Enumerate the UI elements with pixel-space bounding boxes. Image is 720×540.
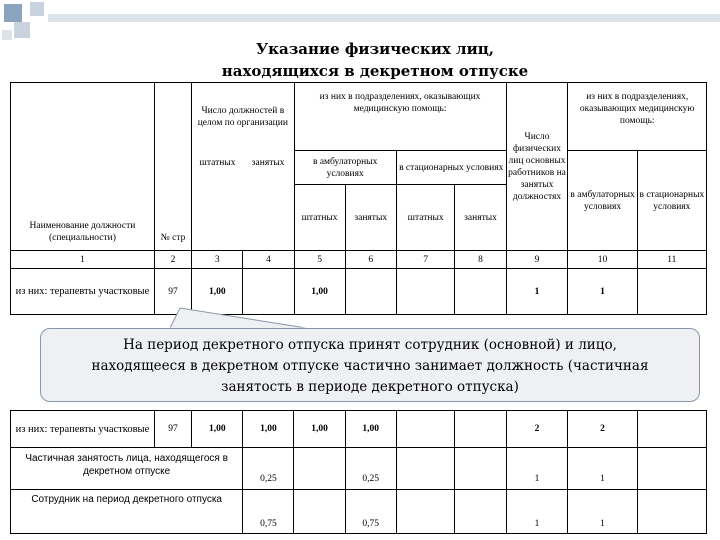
- cell: 0,25: [243, 448, 294, 490]
- table-row: [11, 269, 707, 315]
- header-total-text: Число должностей в целом по организации: [197, 105, 288, 128]
- header-stat-occupied-text: занятых: [464, 212, 497, 223]
- cell: 1: [568, 490, 637, 534]
- header-name-text: Наименование должности (специальности): [29, 221, 136, 243]
- row-num: 97: [154, 269, 191, 315]
- row-name: Сотрудник на период декретного отпуска: [11, 490, 243, 534]
- cell: [345, 269, 396, 315]
- header-num-col: [154, 83, 191, 251]
- col-number: 2: [154, 251, 191, 269]
- cell: 1,00: [294, 269, 345, 315]
- table-row: [11, 411, 707, 448]
- header-total-staff-text: штатных: [199, 157, 236, 168]
- cell: 1,00: [243, 411, 294, 448]
- row-name: Частичная занятость лица, находящегося в декретном отпуске: [11, 448, 243, 490]
- header-total-split: [192, 157, 293, 169]
- row-name: из них: терапевты участковые: [11, 411, 155, 448]
- cell: [455, 448, 506, 490]
- cell: 2: [568, 411, 637, 448]
- table-row: [11, 448, 707, 490]
- header-stationary-text: в стационарных условиях: [399, 162, 504, 173]
- header-persons-sub: [568, 83, 707, 151]
- row-num: 97: [154, 411, 191, 448]
- cell: [294, 448, 345, 490]
- cell: [396, 448, 455, 490]
- header-persons-stat-text: в стационарных условиях: [639, 189, 705, 212]
- header-stat-staff-text: штатных: [407, 212, 444, 223]
- cell: 1: [568, 269, 637, 315]
- cell: [396, 411, 455, 448]
- header-total-group: [192, 83, 294, 151]
- row-name: из них: терапевты участковые: [11, 269, 155, 315]
- cell: 0,25: [345, 448, 396, 490]
- title-line-1: Указание физических лиц,: [255, 40, 495, 58]
- cell: 1,00: [192, 411, 243, 448]
- cell: [637, 269, 706, 315]
- header-name-col: [11, 83, 155, 251]
- cell: 1: [506, 490, 568, 534]
- header-total-occupied: [243, 157, 294, 169]
- cell: 1: [506, 269, 568, 315]
- header-persons-group: [506, 83, 568, 251]
- header-total-occupied-text: занятых: [251, 157, 285, 168]
- callout-box: [40, 328, 700, 402]
- col-number: 10: [568, 251, 637, 269]
- header-persons-amb-text: в амбулаторных условиях: [570, 189, 635, 212]
- cell: [396, 490, 455, 534]
- header-sub-group: [294, 83, 506, 151]
- col-number: 9: [506, 251, 568, 269]
- decor-square-2: [30, 2, 44, 16]
- table-row: [11, 490, 707, 534]
- col-number: 5: [294, 251, 345, 269]
- header-sub-text: из них в подразделениях, оказывающих медицинскую помощь:: [319, 92, 481, 114]
- callout-line-1: На период декретного отпуска принят сотрудник (основной) и лицо,: [123, 337, 617, 353]
- cell: [455, 411, 506, 448]
- cell: 1,00: [294, 411, 345, 448]
- header-ambulatory: [294, 151, 396, 185]
- cell: [455, 490, 506, 534]
- col-number: 8: [455, 251, 506, 269]
- header-persons-text: Число физических лиц основных работников на занятых должностях: [508, 131, 566, 202]
- cell: 1: [568, 448, 637, 490]
- col-number: 1: [11, 251, 155, 269]
- bottom-table: [10, 410, 707, 534]
- cell: [396, 269, 455, 315]
- cell: 0,75: [243, 490, 294, 534]
- cell: [294, 490, 345, 534]
- header-stationary: [396, 151, 506, 185]
- col-number: 7: [396, 251, 455, 269]
- column-numbers-row: [11, 251, 707, 269]
- header-stat-staff: [396, 185, 455, 251]
- header-ambulatory-text: в амбулаторных условиях: [312, 156, 378, 179]
- title-line-2: находящихся в декретном отпуске: [221, 62, 529, 80]
- cell: 2: [506, 411, 568, 448]
- cell: 1: [506, 448, 568, 490]
- callout-line-3: занятость в периоде декретного отпуска): [221, 379, 519, 395]
- cell: [637, 411, 706, 448]
- header-num-text: № стр: [160, 233, 186, 243]
- header-stat-occupied: [455, 185, 506, 251]
- header-persons-stat: [637, 151, 706, 251]
- col-number: 6: [345, 251, 396, 269]
- page-title: [150, 38, 600, 82]
- header-persons-amb: [568, 151, 637, 251]
- top-table: [10, 82, 707, 315]
- decor-bar: [48, 14, 720, 22]
- header-amb-staff: [294, 185, 345, 251]
- decor-square-3: [14, 22, 30, 38]
- decor-square-4: [2, 30, 12, 40]
- decor-square-1: [4, 4, 22, 22]
- header-amb-occupied-text: занятых: [354, 212, 388, 223]
- cell: [637, 448, 706, 490]
- header-persons-sub-text: из них в подразделениях, оказывающих медицинскую помощь:: [579, 92, 695, 126]
- header-total-staff: [192, 157, 243, 169]
- col-number: 4: [243, 251, 294, 269]
- header-amb-occupied: [345, 185, 396, 251]
- cell: 1,00: [192, 269, 243, 315]
- header-amb-staff-text: штатных: [301, 212, 338, 223]
- callout-line-2: находящееся в декретном отпуске частично занимает должность (частичная: [91, 358, 649, 374]
- cell: [637, 490, 706, 534]
- cell: 0,75: [345, 490, 396, 534]
- col-number: 11: [637, 251, 706, 269]
- header-total-sub: [192, 151, 294, 251]
- col-number: 3: [192, 251, 243, 269]
- cell: 1,00: [345, 411, 396, 448]
- cell: [455, 269, 506, 315]
